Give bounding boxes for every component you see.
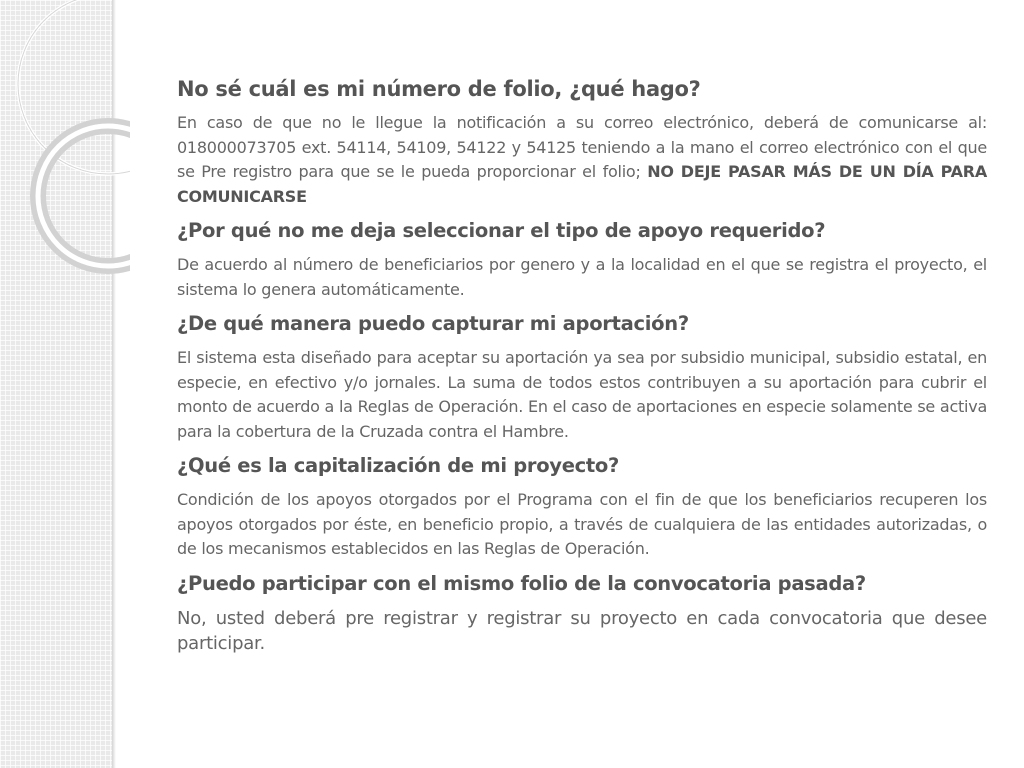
faq-content [177,74,987,665]
faq-answer-4: Condición de los apoyos otorgados por el Programa con el fin de que los beneficiarios recuperen los apoyos otorgados por éste, en beneficio propio, a través de cualquiera de las entidades autorizadas, o de los mecanismos establecidos en las Reglas de Operación. [177,490,987,558]
faq-answer-2: De acuerdo al número de beneficiarios por genero y a la localidad en el que se registra el proyecto, el sistema lo genera automáticamente. [177,255,987,299]
faq-answer-1 [177,111,987,209]
faq-question-2: ¿Por qué no me deja seleccionar el tipo de apoyo requerido? [177,219,826,242]
faq-answer-1-emphasis: NO DEJE PASAR MÁS DE UN DÍA PARA COMUNICARSE [177,162,988,206]
faq-question-1: No sé cuál es mi número de folio, ¿qué hago? [177,77,701,101]
faq-answer-3: El sistema esta diseñado para aceptar su aportación ya sea por subsidio municipal, subsidio estatal, en especie, en efectivo y/o jornales. La suma de todos estos contribuyen a su aportación para cubrir el monto de acuerdo a la Reglas de Operación. En el caso de aportaciones en especie solamente se activa para la cobertura de la Cruzada contra el Hambre. [177,348,987,441]
faq-question-3: ¿De qué manera puedo capturar mi aportación? [177,312,689,335]
faq-answer-5: No, usted deberá pre registrar y registrar su proyecto en cada convocatoria que desee participar. [177,607,987,654]
inner-ring [38,126,130,266]
faq-question-4: ¿Qué es la capitalización de mi proyecto? [177,454,620,477]
outer-ring [18,0,130,174]
faq-answer-1-text: En caso de que no le llegue la notificación a su correo electrónico, deberá de comunicarse al: 018000073705 ext. 54114, 54109, 54122 y 54125 teniendo a la mano el correo electrónico con el que se Pre registro para que se le pueda proporcionar el folio; [177,113,987,181]
outer-ring-shadow [18,0,130,174]
decorative-rings [0,0,130,300]
faq-question-5: ¿Puedo participar con el mismo folio de la convocatoria pasada? [177,571,866,595]
